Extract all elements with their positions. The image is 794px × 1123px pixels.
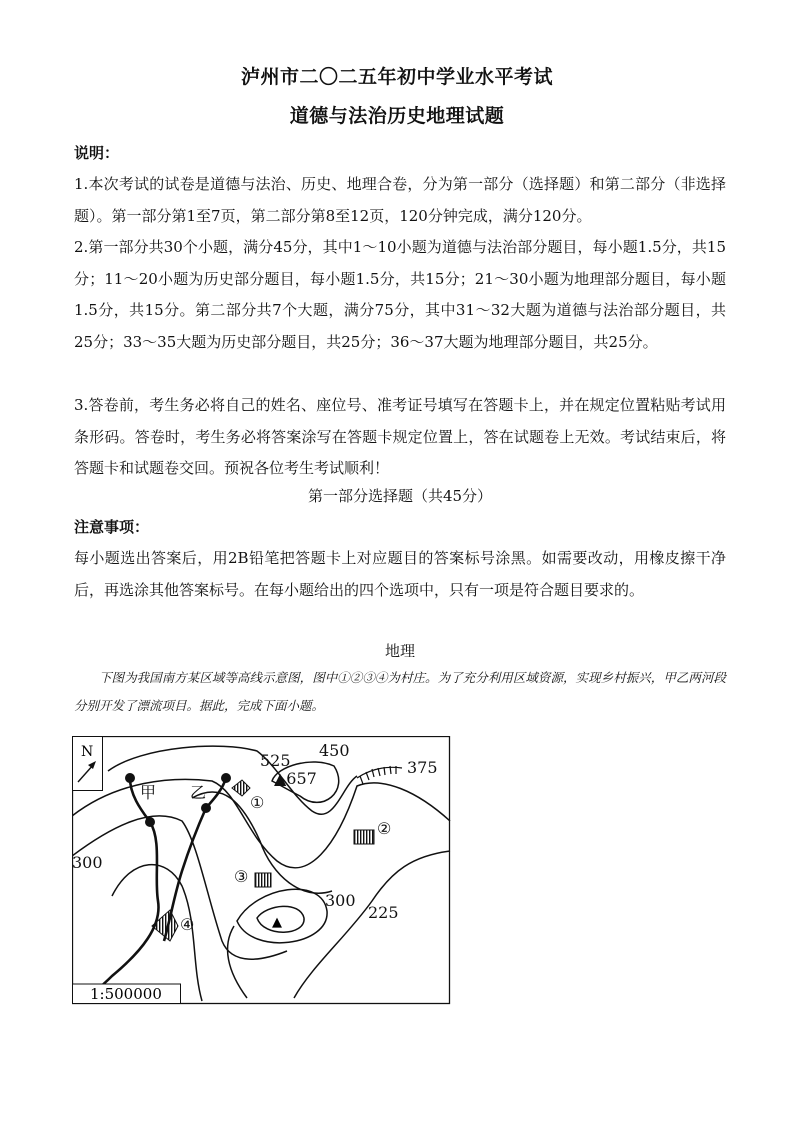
contour-label: 375 (407, 758, 438, 777)
village-label: ① (250, 793, 265, 812)
contour-label: 225 (368, 903, 399, 922)
north-arrow-icon (73, 737, 103, 791)
exam-title: 泸州市二〇二五年初中学业水平考试 (240, 66, 553, 88)
notice-text: 每小题选出答案后，用2B铅笔把答题卡上对应题目的答案标号涂黑。如需要改动，用橡皮擦干净后，再选涂其他答案标号。在每小题给出的四个选项中，只有一项是符合题目要求的。 (74, 549, 726, 599)
geography-intro: 下图为我国南方某区域等高线示意图，图中①②③④为村庄。为了充分利用区域资源，实现乡村振兴，甲乙两河段分别开发了漂流项目。据此，完成下面小题。 (74, 670, 726, 713)
peak-label: ▲657 (274, 769, 317, 788)
geography-section-title: 地理 (384, 642, 415, 660)
instructions-heading: 说明： (74, 144, 120, 162)
instruction-item-2: 2.第一部分共30个小题，满分45分，其中1～10小题为道德与法治部分题目，每小题1.5分，共15分；11～20小题为历史部分题目，每小题1.5分，共15分；21～30小题为地理部分题目，每小题1.5分，共15分。第二部分共7个大题，满分75分，其中31～32大题为道德与法治部分题目，共25分；33～35大题为历史部分题目，共25分；36～37大题为地理部分题目，共25分。 (74, 238, 726, 351)
part1-title: 第一部分选择题（共45分） (307, 487, 493, 505)
contour-map (72, 736, 452, 1006)
river-label-jia: 甲 (140, 783, 157, 802)
instruction-item-3: 3.答卷前，考生务必将自己的姓名、座位号、准考证号填写在答题卡上，并在规定位置粘贴考试用条形码。答卷时，考生务必将答案涂写在答题卡规定位置上，答在试题卷上无效。考试结束后，将答题卡和试题卷交回。预祝各位考生考试顺利！ (74, 396, 726, 477)
contour-label: 300 (325, 891, 356, 910)
contour-label: 525 (260, 751, 291, 770)
map-scale: 1:500000 (90, 985, 162, 1003)
river-label-yi: 乙 (190, 783, 207, 802)
contour-label: 300 (72, 853, 103, 872)
instruction-item-1: 1.本次考试的试卷是道德与法治、历史、地理合卷，分为第一部分（选择题）和第二部分（非选择题）。第一部分第1至7页，第二部分第8至12页，120分钟完成，满分120分。 (74, 175, 726, 225)
village-label: ② (377, 819, 392, 838)
north-label: N (81, 744, 94, 760)
village-label: ④ (180, 915, 195, 934)
exam-subtitle: 道德与法治历史地理试题 (289, 105, 505, 127)
village-label: ③ (234, 867, 249, 886)
notice-heading: 注意事项： (74, 518, 150, 536)
peak-icon: ▲ (272, 915, 282, 930)
contour-label: 450 (319, 741, 350, 760)
